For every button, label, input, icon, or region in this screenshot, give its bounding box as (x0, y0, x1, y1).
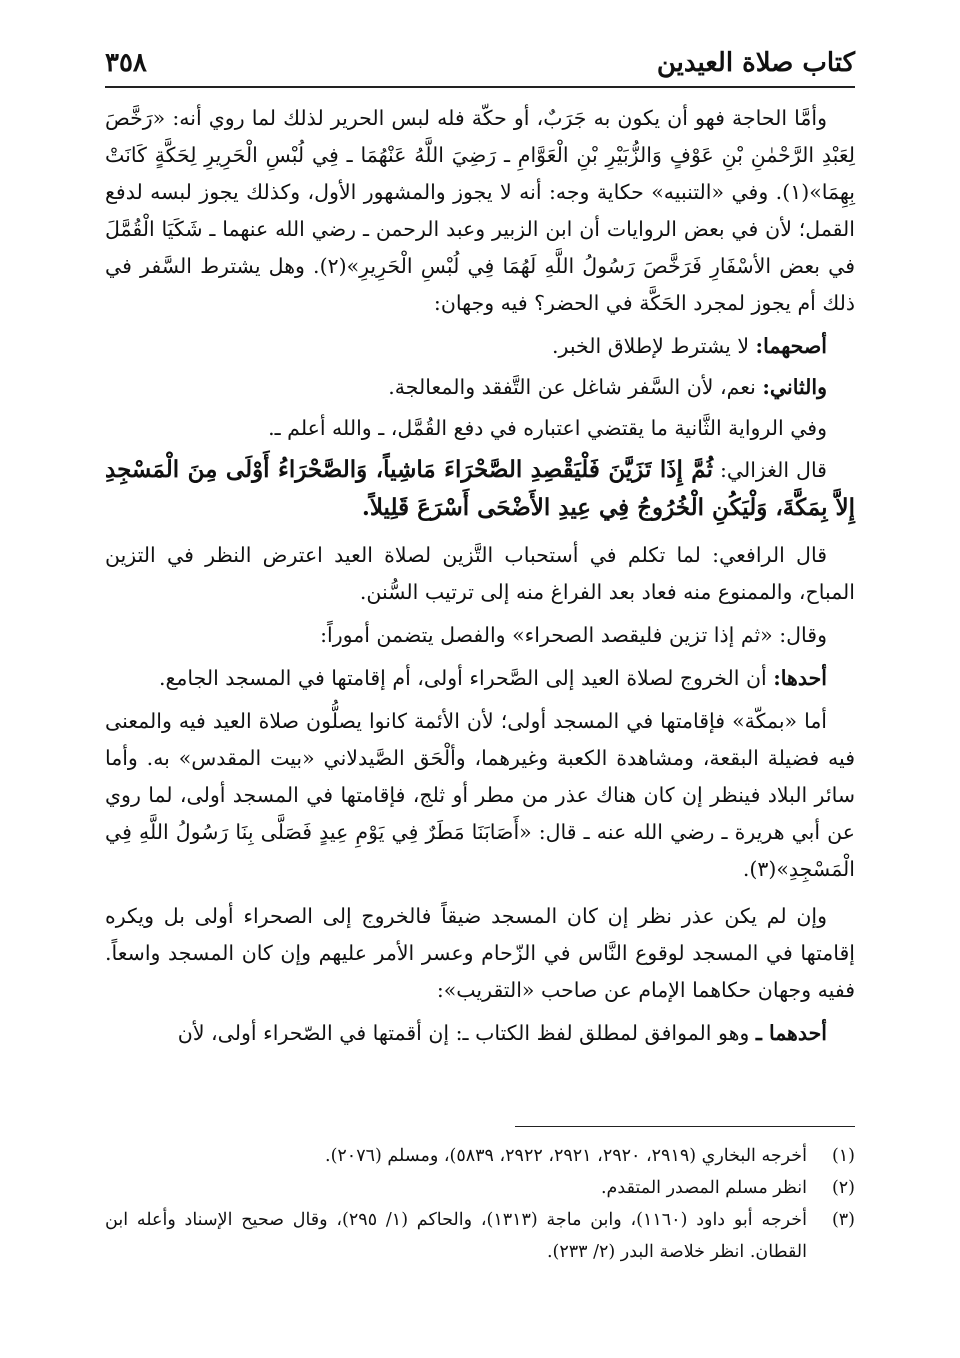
paragraph-lead: والثاني: (762, 375, 827, 399)
paragraph-chapter-matters: وقال: «ثم إذا تزين فليقصد الصحراء» والفصل يتضمن أموراً: (320, 623, 827, 647)
footnote-text: أخرجه البخاري (٢٩١٩، ٢٩٢٠، ٢٩٢١، ٢٩٢٢، ٥٨٣٩)، ومسلم (٢٠٧٦). (325, 1146, 807, 1166)
footnote-number: (٢) (831, 1178, 855, 1198)
paragraph-silk-necessity: وأمَّا الحاجة فهو أن يكون به جَرَبٌ، أو حكّة فله لبس الحرير لذلك لما روي أنه: «رَخَّصَ لِعَبْدِ الرَّحْمٰنِ بْنِ عَوْفٍ وَالزُّبَيْرِ بْنِ الْعَوَّامِ ـ رَضِيَ اللَّهُ عَنْهُمَا ـ فِي لُبْسِ الْحَرِيرِ لِحَكَّةٍ كَانَتْ بِهِمَا»(١). وفي «التنبيه» حكاية وجه: أنه لا يجوز والمشهور الأول، وكذلك يجوز لبسه لدفع القمل؛ لأن في بعض الروايات أن ابن الزبير وعبد الرحمن ـ رضي الله عنهما ـ شَكَيَا الْقُمَّلَ في بعض الأسْفَارِ فَرَخَّصَ رَسُولُ اللَّهِ لَهُمَا فِي لُبْسِ الْحَرِيرِ»(٢). وهل يشترط السَّفر في ذلك أم يجوز لمجرد الحَكَّة في الحضر؟ فيه وجهان: (105, 106, 855, 315)
paragraph-first-of-two (105, 1015, 855, 1052)
paragraph-no-excuse: وإن لم يكن عذر نظر إن كان المسجد ضيقاً فالخروج إلى الصحراء أولى بل ويكره إقامتها في المسجد لوقوع النَّاس في الزّحام وعسر الأمر عليهم وإن كان المسجد واسعاً. ففيه وجهان حكاهما الإمام عن صاحب «التقريب»: (105, 904, 855, 1002)
paragraph-ghazali-text (105, 451, 855, 527)
footnote (105, 1204, 855, 1268)
paragraph-body: وهو الموافق لمطلق لفظ الكتاب ـ: إن أقمتها في الصّحراء أولى، لأن (177, 1021, 756, 1045)
paragraph-lead: أصحهما: (755, 334, 827, 358)
footnote-text: أخرجه أبو داود (١١٦٠)، وابن ماجة (١٣١٣)، والحاكم (١/ ٢٩٥)، وقال صحيح الإسناد وأعله ابن القطان. انظر خلاصة البدر (٢/ ٢٣٣). (105, 1210, 807, 1262)
footnote-divider (515, 1126, 855, 1127)
paragraph-body: نعم، لأن السَّفر شاغل عن التَّفقد والمعالجة. (388, 375, 763, 399)
paragraph-makkah: أما «بمكّة» فإقامتها في المسجد أولى؛ لأن الأئمة كانوا يصلُّون صلاة العيد فيه والمعنى فيه فضيلة البقعة، ومشاهدة الكعبة وغيرهما، وألْحَق الصَّيدلاني «بيت المقدس» به. وأما سائر البلاد فينظر إن كان هناك عذر من مطر أو ثلج، فإقامتها في المسجد أولى، لما روي عن أبي هريرة ـ رضي الله عنه ـ قال: «أَصَابَنَا مَطَرٌ فِي يَوْمِ عِيدٍ فَصَلَّى بِنَا رَسُولُ اللَّهِ فِي الْمَسْجِدِ»(٣). (105, 709, 855, 881)
matn-text: ثُمَّ إِذَا تَزَيَّنَ فَلْيَقْصِدِ الصَّحْرَاءَ مَاشِياً، وَالصَّحْرَاءُ أَوْلَى مِنَ الْمَسْجِدِ إِلاَّ بِمَكَّةَ، وَلْيَكُنِ الْخُرُوجُ فِي عِيدِ الأَضْحَى أَسْرَعَ قَلِيلاً. (105, 456, 855, 521)
paragraph-lead: قال الغزالي: (713, 458, 827, 482)
footnote-number: (١) (831, 1146, 855, 1166)
book-title: كتاب صلاة العيدين (656, 48, 855, 78)
footnote (105, 1172, 855, 1204)
main-text (105, 100, 855, 1058)
footnote-number: (٣) (831, 1210, 855, 1230)
paragraph-first-view (105, 328, 855, 365)
paragraph-second-narration: وفي الرواية الثَّانية ما يقتضي اعتباره في دفع القُمَّل، ـ والله أعلم ـ. (268, 416, 827, 440)
footnotes (105, 1140, 855, 1268)
paragraph-rafii-commentary: قال الرافعي: لما تكلم في أستحباب التَّزين لصلاة العيد اعترض النظر في التزين المباح، والممنوع منه فعاد بعد الفراغ منه إلى ترتيب السُّنن. (105, 543, 855, 604)
paragraph-first-matter (105, 660, 855, 697)
page-header (105, 40, 855, 88)
paragraph-lead: أحدها: (773, 666, 827, 690)
paragraph-lead: أحدهما ـ (755, 1021, 827, 1045)
paragraph-body: أن الخروج لصلاة العيد إلى الصَّحراء أولى، أم إقامتها في المسجد الجامع. (158, 666, 774, 690)
paragraph-body: لا يشترط لإطلاق الخبر. (552, 334, 756, 358)
footnote-text: انظر مسلم المصدر المتقدم. (600, 1178, 807, 1198)
paragraph-second-view (105, 369, 855, 406)
page-number: ٣٥٨ (105, 48, 147, 78)
footnote (105, 1140, 855, 1172)
